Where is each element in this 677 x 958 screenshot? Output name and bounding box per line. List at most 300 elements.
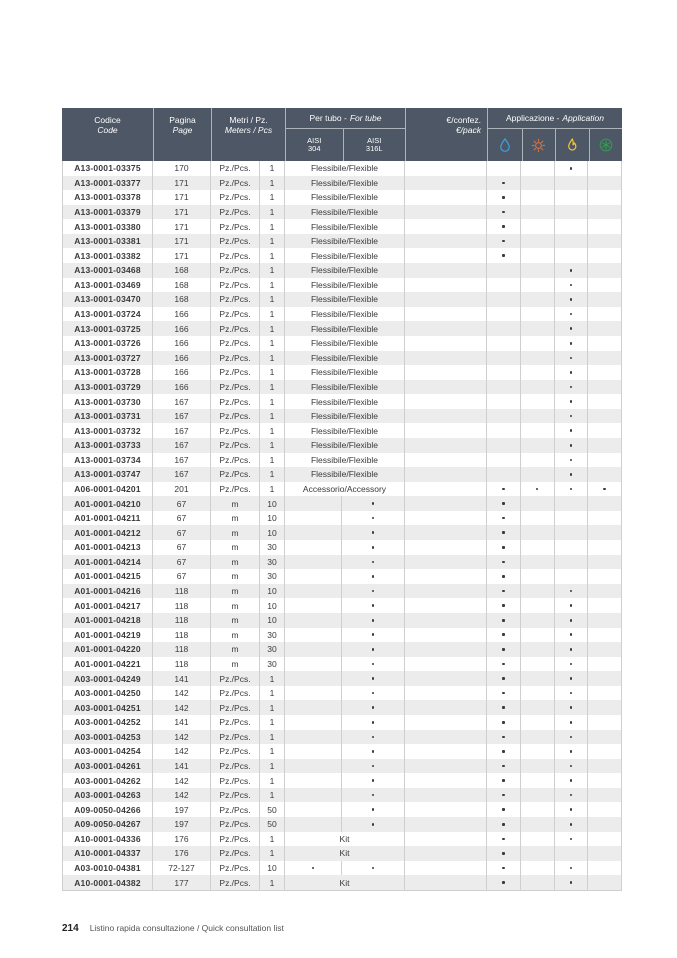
cell-code: A13-0001-03380 [63, 219, 153, 234]
dot-marker [372, 692, 375, 695]
table-row [63, 875, 621, 890]
dot-marker [570, 604, 573, 607]
cell-unit: m [211, 584, 260, 599]
cell-price [405, 832, 487, 847]
app-col-flame [555, 129, 589, 161]
cell-price [405, 613, 487, 628]
app-sun-cell [521, 642, 555, 657]
cell-page: 141 [153, 671, 211, 686]
cell-qty: 1 [260, 380, 285, 395]
cell-unit: Pz./Pcs. [211, 321, 260, 336]
cell-unit: Pz./Pcs. [211, 671, 260, 686]
dot-marker [502, 794, 505, 797]
app-sun-cell [521, 773, 555, 788]
cell-price [405, 234, 487, 249]
cell-unit: m [211, 511, 260, 526]
cell-page: 67 [153, 511, 211, 526]
app-water-cell [487, 380, 521, 395]
dot-marker [502, 619, 505, 622]
cell-price [405, 380, 487, 395]
app-sun-cell [521, 467, 555, 482]
cell-price [405, 628, 487, 643]
cell-aisi-304 [285, 628, 342, 643]
cell-tube: Flessibile/Flexible [285, 321, 405, 336]
cell-code: A13-0001-03732 [63, 423, 153, 438]
app-cooling-cell [588, 875, 621, 890]
app-flame-cell [555, 584, 589, 599]
app-water-cell [487, 525, 521, 540]
cell-tube: Flessibile/Flexible [285, 205, 405, 220]
app-cooling-cell [588, 248, 621, 263]
cell-unit: Pz./Pcs. [211, 248, 260, 263]
dot-marker [570, 298, 573, 301]
app-cooling-cell [588, 336, 621, 351]
app-flame-cell [555, 555, 589, 570]
dot-marker [570, 706, 573, 709]
app-flame-cell [555, 657, 589, 672]
dot-marker [372, 663, 375, 666]
cell-aisi-304 [285, 730, 342, 745]
cell-aisi-304 [285, 773, 342, 788]
cell-qty: 1 [260, 365, 285, 380]
dot-marker [372, 590, 375, 593]
dot-marker [570, 750, 573, 753]
cell-price [405, 365, 487, 380]
app-flame-cell [555, 700, 589, 715]
table-row [63, 598, 621, 613]
app-cooling-cell [588, 365, 621, 380]
cell-page: 142 [153, 744, 211, 759]
cell-tube: Flessibile/Flexible [285, 234, 405, 249]
cell-qty: 1 [260, 788, 285, 803]
app-water-cell [487, 861, 521, 876]
cell-code: A01-0001-04216 [63, 584, 153, 599]
dot-marker [502, 561, 505, 564]
cell-page: 167 [153, 453, 211, 468]
app-sun-cell [521, 307, 555, 322]
app-water-cell [487, 642, 521, 657]
app-flame-cell [555, 686, 589, 701]
dot-marker [570, 167, 573, 170]
cell-price [405, 496, 487, 511]
app-flame-cell [555, 234, 589, 249]
cell-code: A10-0001-04337 [63, 846, 153, 861]
cell-page: 166 [153, 351, 211, 366]
cell-tube: Kit [285, 846, 405, 861]
dot-marker [502, 808, 505, 811]
app-sun-cell [521, 555, 555, 570]
dot-marker [502, 633, 505, 636]
app-water-cell [487, 292, 521, 307]
dot-marker [372, 546, 375, 549]
app-sun-cell [521, 657, 555, 672]
app-water-cell [487, 467, 521, 482]
dot-marker [502, 765, 505, 768]
cell-tube: Accessorio/Accessory [285, 482, 405, 497]
cell-page: 67 [153, 525, 211, 540]
cell-page: 171 [153, 234, 211, 249]
app-flame-cell [555, 292, 589, 307]
app-water-cell [487, 336, 521, 351]
dot-marker [570, 823, 573, 826]
app-cooling-cell [588, 525, 621, 540]
app-cooling-cell [588, 190, 621, 205]
cell-unit: Pz./Pcs. [211, 802, 260, 817]
app-cooling-cell [588, 715, 621, 730]
cell-tube: Flessibile/Flexible [285, 394, 405, 409]
cell-price [405, 190, 487, 205]
cell-price [405, 263, 487, 278]
app-sun-cell [521, 365, 555, 380]
cell-aisi-304 [285, 861, 342, 876]
header-aisi-304 [286, 129, 343, 161]
cell-code: A13-0001-03379 [63, 205, 153, 220]
app-water-cell [487, 875, 521, 890]
cell-code: A13-0001-03381 [63, 234, 153, 249]
cell-price [405, 438, 487, 453]
app-water-cell [487, 482, 521, 497]
cell-qty: 30 [260, 642, 285, 657]
dot-marker [502, 531, 505, 534]
cell-price [405, 642, 487, 657]
dot-marker [372, 502, 375, 505]
cell-code: A03-0001-04249 [63, 671, 153, 686]
table-body [62, 161, 622, 891]
cell-code: A03-0001-04253 [63, 730, 153, 745]
cell-price [405, 482, 487, 497]
cell-aisi-316l [342, 569, 405, 584]
cell-code: A13-0001-03728 [63, 365, 153, 380]
dot-marker [372, 750, 375, 753]
app-flame-cell [555, 802, 589, 817]
cell-qty: 1 [260, 438, 285, 453]
app-water-cell [487, 248, 521, 263]
app-water-cell [487, 278, 521, 293]
cell-aisi-304 [285, 569, 342, 584]
app-cooling-cell [588, 423, 621, 438]
cell-unit: Pz./Pcs. [211, 190, 260, 205]
dot-marker [312, 867, 315, 870]
app-water-cell [487, 730, 521, 745]
table-row [63, 686, 621, 701]
dot-marker [502, 692, 505, 695]
app-sun-cell [521, 219, 555, 234]
app-cooling-cell [588, 438, 621, 453]
table-row [63, 642, 621, 657]
cell-tube: Flessibile/Flexible [285, 365, 405, 380]
app-flame-cell [555, 613, 589, 628]
cell-aisi-304 [285, 759, 342, 774]
dot-marker [372, 794, 375, 797]
dot-marker [372, 867, 375, 870]
app-flame-cell [555, 759, 589, 774]
dot-marker [570, 590, 573, 593]
header-codice-en: Code [97, 125, 118, 135]
app-flame-cell [555, 409, 589, 424]
dot-marker [570, 429, 573, 432]
app-sun-cell [521, 569, 555, 584]
cell-page: 142 [153, 700, 211, 715]
app-cooling-cell [588, 628, 621, 643]
cell-aisi-316l [342, 802, 405, 817]
app-col-water [488, 129, 522, 161]
cell-page: 142 [153, 773, 211, 788]
cell-code: A01-0001-04218 [63, 613, 153, 628]
cell-aisi-316l [342, 671, 405, 686]
app-water-cell [487, 555, 521, 570]
cell-qty: 30 [260, 540, 285, 555]
table-row [63, 700, 621, 715]
app-water-cell [487, 438, 521, 453]
app-water-cell [487, 453, 521, 468]
cell-unit: Pz./Pcs. [211, 686, 260, 701]
app-water-cell [487, 423, 521, 438]
table-row [63, 453, 621, 468]
app-cooling-cell [588, 555, 621, 570]
cell-qty: 1 [260, 394, 285, 409]
dot-marker [372, 619, 375, 622]
dot-marker [570, 284, 573, 287]
cell-aisi-316l [342, 744, 405, 759]
cell-qty: 1 [260, 307, 285, 322]
cell-qty: 1 [260, 351, 285, 366]
cell-qty: 1 [260, 467, 285, 482]
app-water-cell [487, 671, 521, 686]
cell-price [405, 861, 487, 876]
cell-aisi-316l [342, 773, 405, 788]
cell-qty: 1 [260, 409, 285, 424]
app-sun-cell [521, 438, 555, 453]
cell-qty: 30 [260, 555, 285, 570]
cell-unit: Pz./Pcs. [211, 438, 260, 453]
cell-code: A13-0001-03382 [63, 248, 153, 263]
app-flame-cell [555, 628, 589, 643]
header-codice-it: Codice [94, 115, 121, 125]
app-water-cell [487, 598, 521, 613]
cell-unit: Pz./Pcs. [211, 161, 260, 176]
app-flame-cell [555, 861, 589, 876]
cell-qty: 30 [260, 628, 285, 643]
header-pagina [153, 108, 211, 161]
cell-aisi-316l [342, 686, 405, 701]
cell-qty: 1 [260, 846, 285, 861]
cell-price [405, 394, 487, 409]
cell-code: A01-0001-04217 [63, 598, 153, 613]
header-applicazione-en: Application [562, 113, 604, 123]
aisi304-line2: 304 [308, 144, 321, 153]
app-water-cell [487, 321, 521, 336]
cell-qty: 1 [260, 671, 285, 686]
table-row [63, 365, 621, 380]
cell-aisi-304 [285, 511, 342, 526]
cell-unit: Pz./Pcs. [211, 773, 260, 788]
cell-unit: Pz./Pcs. [211, 205, 260, 220]
app-cooling-cell [588, 453, 621, 468]
app-water-cell [487, 176, 521, 191]
cell-code: A01-0001-04211 [63, 511, 153, 526]
app-water-cell [487, 496, 521, 511]
dot-marker [570, 269, 573, 272]
cell-price [405, 846, 487, 861]
app-flame-cell [555, 525, 589, 540]
cell-code: A13-0001-03733 [63, 438, 153, 453]
table-row [63, 176, 621, 191]
app-water-cell [487, 700, 521, 715]
cell-code: A13-0001-03726 [63, 336, 153, 351]
water-drop-icon [497, 137, 513, 153]
app-flame-cell [555, 598, 589, 613]
app-cooling-cell [588, 832, 621, 847]
cell-code: A09-0050-04266 [63, 802, 153, 817]
app-cooling-cell [588, 613, 621, 628]
dot-marker [570, 663, 573, 666]
app-cooling-cell [588, 817, 621, 832]
cell-page: 166 [153, 321, 211, 336]
app-cooling-cell [588, 744, 621, 759]
app-sun-cell [521, 802, 555, 817]
cell-tube: Flessibile/Flexible [285, 248, 405, 263]
cell-aisi-304 [285, 802, 342, 817]
cell-price [405, 409, 487, 424]
app-water-cell [487, 759, 521, 774]
cell-qty: 1 [260, 176, 285, 191]
dot-marker [570, 648, 573, 651]
cell-price [405, 453, 487, 468]
cell-unit: Pz./Pcs. [211, 817, 260, 832]
dot-marker [372, 517, 375, 520]
cell-code: A13-0001-03730 [63, 394, 153, 409]
app-water-cell [487, 686, 521, 701]
cell-aisi-316l [342, 642, 405, 657]
cell-page: 166 [153, 365, 211, 380]
cell-unit: Pz./Pcs. [211, 278, 260, 293]
cell-code: A03-0001-04261 [63, 759, 153, 774]
dot-marker [502, 488, 505, 491]
cell-qty: 1 [260, 234, 285, 249]
cell-qty: 50 [260, 817, 285, 832]
app-flame-cell [555, 351, 589, 366]
footer-caption: Listino rapida consultazione / Quick consultation list [89, 923, 284, 933]
app-flame-cell [555, 176, 589, 191]
cell-tube: Flessibile/Flexible [285, 467, 405, 482]
app-flame-cell [555, 423, 589, 438]
cell-price [405, 176, 487, 191]
dot-marker [570, 473, 573, 476]
sun-icon [530, 137, 547, 154]
cell-aisi-304 [285, 496, 342, 511]
cell-page: 168 [153, 278, 211, 293]
dot-marker [372, 823, 375, 826]
app-cooling-cell [588, 321, 621, 336]
dot-marker [502, 225, 505, 228]
cell-price [405, 278, 487, 293]
header-codice [62, 108, 153, 161]
cell-price [405, 248, 487, 263]
cell-unit: m [211, 496, 260, 511]
app-sun-cell [521, 336, 555, 351]
snowflake-circle-icon [598, 137, 614, 153]
table-row [63, 292, 621, 307]
dot-marker [372, 765, 375, 768]
cell-qty: 10 [260, 613, 285, 628]
dot-marker [502, 590, 505, 593]
app-flame-cell [555, 190, 589, 205]
app-sun-cell [521, 584, 555, 599]
cell-qty: 1 [260, 423, 285, 438]
dot-marker [372, 677, 375, 680]
cell-aisi-316l [342, 817, 405, 832]
cell-unit: Pz./Pcs. [211, 409, 260, 424]
cell-qty: 1 [260, 278, 285, 293]
app-flame-cell [555, 365, 589, 380]
dot-marker [570, 692, 573, 695]
app-flame-cell [555, 715, 589, 730]
dot-marker [570, 371, 573, 374]
app-cooling-cell [588, 598, 621, 613]
app-flame-cell [555, 321, 589, 336]
cell-price [405, 598, 487, 613]
app-water-cell [487, 365, 521, 380]
cell-page: 118 [153, 584, 211, 599]
app-sun-cell [521, 453, 555, 468]
app-sun-cell [521, 511, 555, 526]
cell-code: A01-0001-04210 [63, 496, 153, 511]
dot-marker [570, 415, 573, 418]
cell-code: A03-0001-04262 [63, 773, 153, 788]
dot-marker [570, 444, 573, 447]
table-row [63, 219, 621, 234]
app-water-cell [487, 817, 521, 832]
table-row [63, 759, 621, 774]
cell-page: 166 [153, 336, 211, 351]
app-flame-cell [555, 540, 589, 555]
table-row [63, 861, 621, 876]
app-cooling-cell [588, 700, 621, 715]
app-flame-cell [555, 307, 589, 322]
app-cooling-cell [588, 176, 621, 191]
app-flame-cell [555, 846, 589, 861]
cell-qty: 1 [260, 292, 285, 307]
cell-unit: Pz./Pcs. [211, 453, 260, 468]
cell-unit: Pz./Pcs. [211, 875, 260, 890]
dot-marker [570, 677, 573, 680]
cell-qty: 30 [260, 657, 285, 672]
cell-unit: Pz./Pcs. [211, 234, 260, 249]
cell-unit: Pz./Pcs. [211, 832, 260, 847]
app-cooling-cell [588, 351, 621, 366]
dot-marker [502, 838, 505, 841]
cell-price [405, 730, 487, 745]
app-water-cell [487, 569, 521, 584]
dot-marker [570, 765, 573, 768]
dot-marker [570, 313, 573, 316]
cell-code: A10-0001-04382 [63, 875, 153, 890]
cell-page: 118 [153, 598, 211, 613]
cell-price [405, 467, 487, 482]
header-price [405, 108, 487, 161]
app-sun-cell [521, 248, 555, 263]
dot-marker [502, 517, 505, 520]
table-row [63, 205, 621, 220]
cell-code: A13-0001-03727 [63, 351, 153, 366]
app-flame-cell [555, 248, 589, 263]
dot-marker [372, 648, 375, 651]
cell-page: 141 [153, 759, 211, 774]
cell-tube: Flessibile/Flexible [285, 307, 405, 322]
cell-code: A01-0001-04214 [63, 555, 153, 570]
cell-aisi-304 [285, 715, 342, 730]
app-cooling-cell [588, 657, 621, 672]
